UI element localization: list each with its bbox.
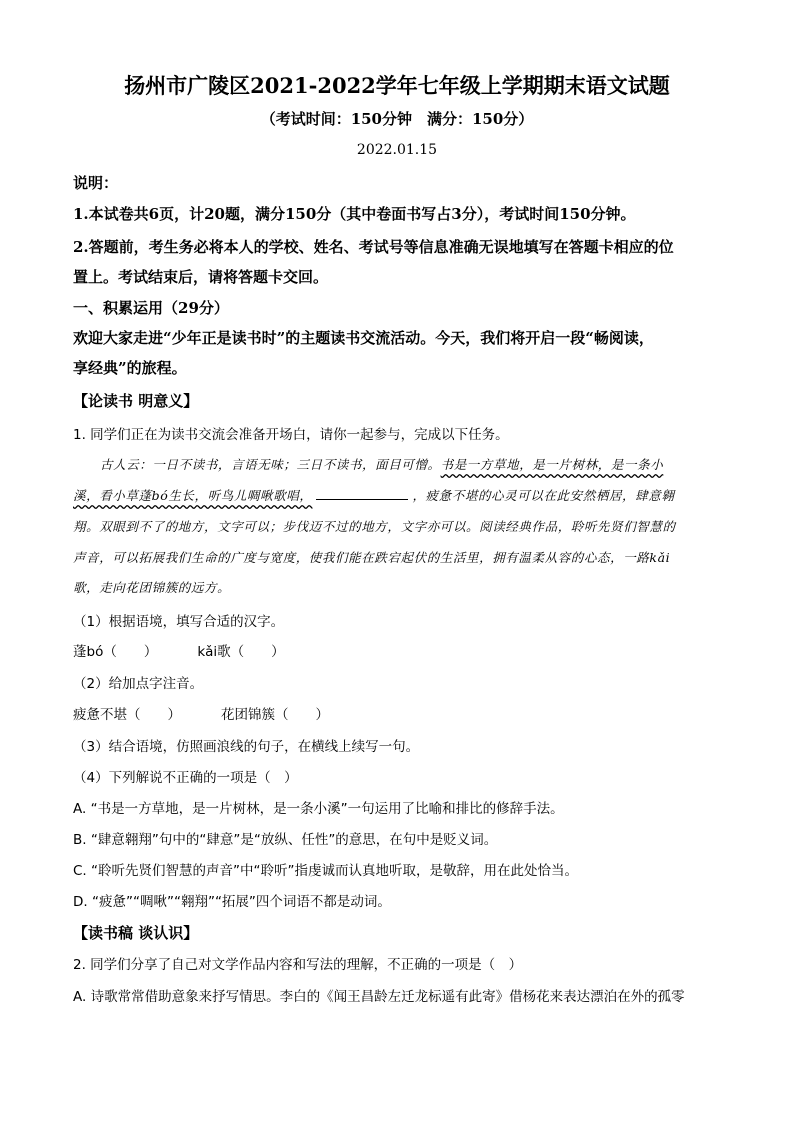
sub-question-3: （3）结合语境，仿照画浪线的句子，在横线上续写一句。 (73, 739, 420, 755)
passage-line-3: 翔。双眼到不了的地方，文字可以；步伐迈不过的地方，文字亦可以。阅读经典作品，聆听先贤们智慧的 (73, 519, 676, 534)
instruction-item-2-line2: 置上。考试结束后，请将答题卡交回。 (73, 268, 329, 286)
question-2-option-a: A. 诗歌常常借助意象来抒写情思。李白的《闻王昌龄左迁龙标遥有此寄》借杨花来表达漂泊在外的孤零 (73, 989, 685, 1005)
question-2-stem: 2. 同学们分享了自己对文学作品内容和写法的理解，不正确的一项是（ ） (73, 957, 523, 973)
section-heading: 一、积累运用（29分） (73, 299, 229, 317)
exam-title: 扬州市广陵区2021-2022学年七年级上学期期末语文试题 (124, 73, 670, 98)
passage-line-5: 歌，走向花团锦簇的远方。 (73, 580, 231, 595)
option-a: A. “书是一方草地，是一片树林，是一条小溪”一句运用了比喻和排比的修辞手法。 (73, 801, 564, 817)
passage-line-4: 声音，可以拓展我们生命的广度与宽度，使我们能在跌宕起伏的生活里，拥有温柔从容的心态，一路kǎi (73, 550, 671, 565)
passage-line-1-text: 古人云：一日不读书，言语无味；三日不读书，面目可憎。 (100, 457, 441, 472)
sub-question-1-items (73, 640, 285, 660)
sub-question-2: （2）给加点字注音。 (73, 676, 204, 692)
part-heading-1: 【论读书 明意义】 (73, 392, 199, 410)
passage-line-1 (100, 455, 663, 473)
instruction-item-1: 1.本试卷共6页，计20题，满分150分（其中卷面书写占3分），考试时间150分钟。 (73, 205, 636, 223)
question-1-stem: 1. 同学们正在为读书交流会准备开场白，请你一起参与，完成以下任务。 (73, 427, 509, 443)
instructions-heading: 说明： (73, 174, 119, 192)
exam-date: 2022.01.15 (356, 142, 438, 158)
answer-blank[interactable] (316, 486, 408, 500)
section-intro-line2: 享经典”的旅程。 (73, 359, 187, 377)
wavy-underlined-sentence-end: 溪，看小草蓬bó生长，听鸟儿啁啾歌唱， (73, 488, 313, 503)
wavy-underlined-sentence: 书是一方草地，是一片树林，是一条小 (440, 457, 664, 472)
option-d: D. “疲惫”“啁啾”“翱翔”“拓展”四个词语不都是动词。 (73, 894, 391, 910)
option-b: B. “肆意翱翔”句中的“肆意”是“放纵、任性”的意思，在句中是贬义词。 (73, 832, 498, 848)
sub-question-4: （4）下列解说不正确的一项是（ ） (73, 770, 298, 786)
instruction-item-2-line1: 2.答题前，考生务必将本人的学校、姓名、考试号等信息准确无误地填写在答题卡相应的位 (73, 238, 674, 256)
sub-question-1: （1）根据语境，填写合适的汉字。 (73, 614, 285, 630)
part-heading-2: 【读书稿 谈认识】 (73, 924, 199, 942)
passage-line-2 (73, 486, 674, 504)
section-intro-line1: 欢迎大家走进“少年正是读书时”的主题读书交流活动。今天，我们将开启一段“畅阅读， (73, 329, 654, 347)
item-jin-cu: 花团锦簇（ ） (221, 707, 329, 723)
passage-line-2-text: ，疲惫不堪的心灵可以在此安然栖居，肆意翱 (412, 488, 675, 503)
sub-question-2-items (73, 703, 329, 723)
item-pi-bei: 疲惫不堪（ ） (73, 707, 181, 723)
item-peng-bo: 蓬bó（ ） (73, 644, 158, 660)
option-c: C. “聆听先贤们智慧的声音”中“聆听”指虔诚而认真地听取，是敬辞，用在此处恰当。 (73, 863, 578, 879)
item-kai-ge: kǎi歌（ ） (197, 644, 285, 660)
exam-subtitle: （考试时间：150分钟 满分：150分） (260, 110, 534, 128)
